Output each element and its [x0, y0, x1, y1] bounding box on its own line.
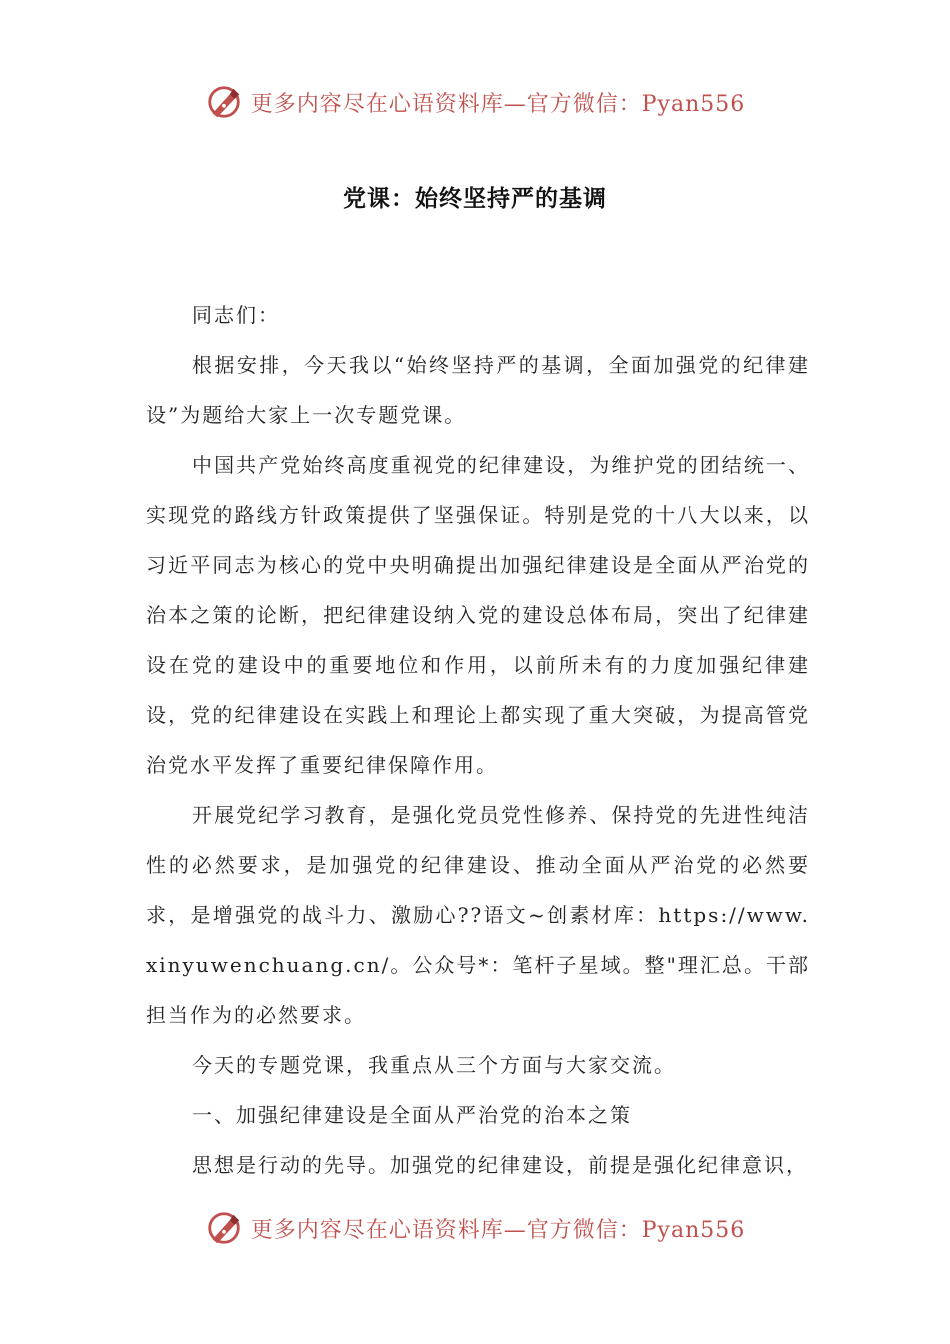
header-watermark-banner — [0, 82, 950, 122]
body-paragraph: 中国共产党始终高度重视党的纪律建设，为维护党的团结统一、实现党的路线方针政策提供了坚强保证。特别是党的十八大以来，以习近平同志为核心的党中央明确提出加强纪律建设是全面从严治党的治本之策的论断，把纪律建设纳入党的建设总体布局，突出了纪律建设在党的建设中的重要地位和作用，以前所未有的力度加强纪律建设，党的纪律建设在实践上和理论上都实现了重大突破，为提高管党治党水平发挥了重要纪律保障作用。 — [146, 453, 810, 777]
footer-watermark-banner — [0, 1208, 950, 1248]
section-heading: 一、加强纪律建设是全面从严治党的治本之策 — [192, 1103, 632, 1127]
document-title: 党课：始终坚持严的基调 — [343, 186, 607, 212]
body-paragraph: 开展党纪学习教育，是强化党员党性修养、保持党的先进性纯洁性的必然要求，是加强党的纪律建设、推动全面从严治党的必然要求，是增强党的战斗力、激励心??语文~创素材库：https://www.xinyuwenchuang.cn/。公众号*：笔杆子星域。整"理汇总。干部担当作为的必然要求。 — [146, 803, 810, 1027]
body-paragraph: 今天的专题党课，我重点从三个方面与大家交流。 — [192, 1053, 676, 1077]
watermark-text: 更多内容尽在心语资料库—官方微信：Pyan556 — [250, 91, 746, 117]
salutation-paragraph: 同志们： — [192, 303, 280, 327]
body-paragraph: 思想是行动的先导。加强党的纪律建设，前提是强化纪律意识， — [192, 1153, 808, 1177]
document-body — [146, 290, 810, 1190]
body-paragraph: 根据安排，今天我以“始终坚持严的基调，全面加强党的纪律建设”为题给大家上一次专题党课。 — [146, 353, 810, 427]
watermark-text: 更多内容尽在心语资料库—官方微信：Pyan556 — [250, 1217, 746, 1243]
pen-nib-logo-icon — [205, 83, 243, 121]
pen-nib-logo-icon — [205, 1209, 243, 1247]
